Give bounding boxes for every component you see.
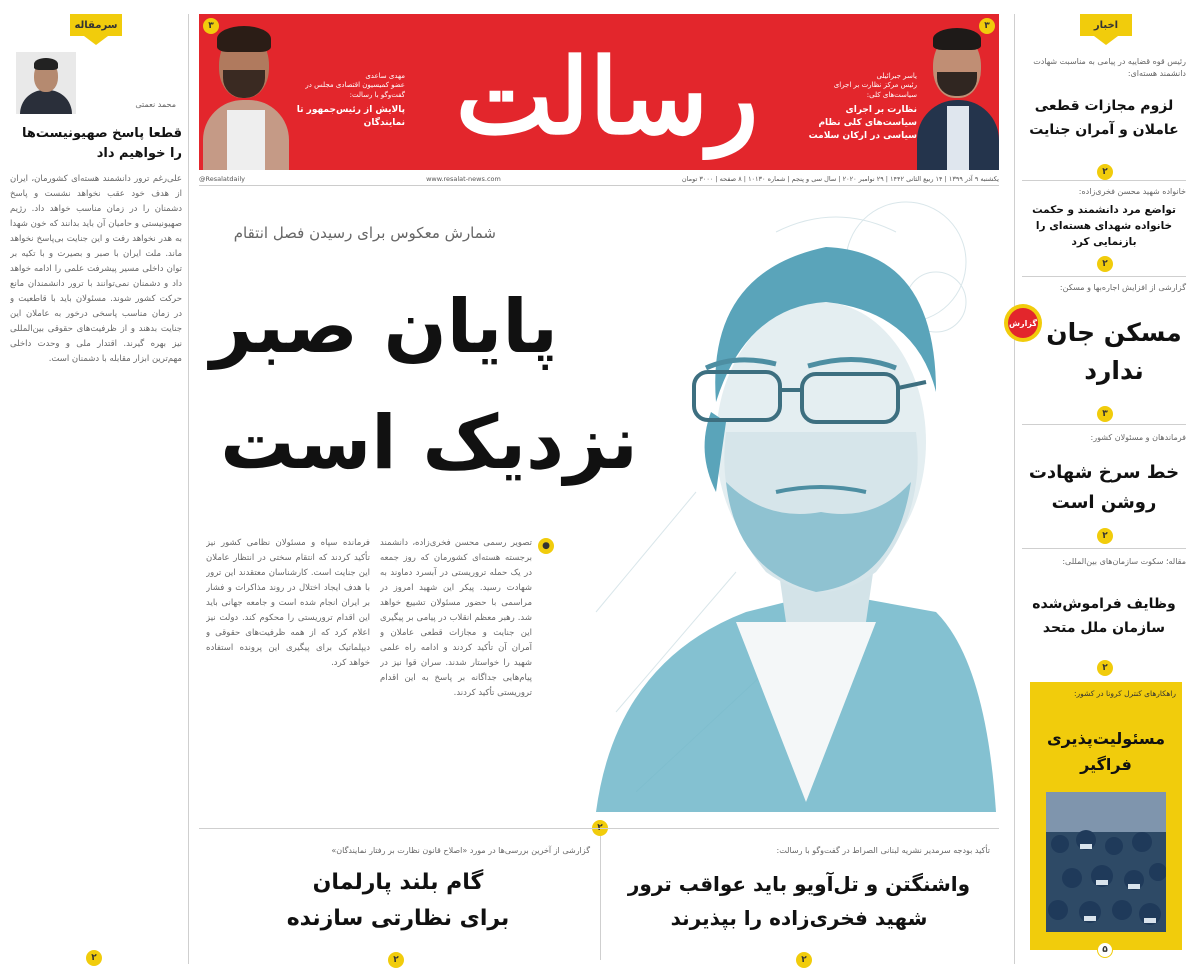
author-photo (16, 52, 76, 114)
story2-headline[interactable]: تواضع مرد دانشمند و حکمت خانواده شهدای هسته‌ای را بازنمایی کرد (1032, 204, 1176, 248)
bottom-right-kicker: تأکید بودجه سرمدیر نشریه لبنانی الصراط در گفت‌وگو با رسالت: (776, 846, 990, 855)
main-body-right: تصویر رسمی محسن فخری‌زاده، دانشمند برجسته هسته‌ای کشورمان که روز جمعه در یک حمله تروریستی در آبسرد دماوند به شهادت رسید. پیکر این شهید امروز در مراسمی با حضور مسئولان تشییع خواهد شد. رهبر معظم انقلاب در پیامی بر پیگیری این جنایت و مجازات قطعی عاملان و آمران آن تأکید کردند و ادامه راه علمی شهید را خواستار شدند. سران قوا نیز در پیام‌هایی جداگانه بر پاسخ به این اقدام تروریستی تأکید کردند. (380, 538, 532, 698)
date-strip (199, 172, 999, 186)
bottom-left-kicker: گزارشی از آخرین بررسی‌ها در مورد «اصلاح قانون نظارت بر رفتار نمایندگان» (331, 846, 590, 855)
story1-headline[interactable]: لزوم مجازات قطعی عاملان و آمران جنایت (1029, 98, 1179, 138)
bottom-left-headline-line1[interactable]: گام بلند پارلمان (312, 870, 484, 895)
story1-page-number: ۲ (1097, 164, 1113, 180)
editorial-headline[interactable]: قطعا پاسخ صهیونیست‌ها را خواهیم داد (21, 126, 182, 161)
right-promo-page-number: ۳ (979, 18, 995, 34)
story2-kicker: خانواده شهید محسن فخری‌زاده: (1078, 187, 1186, 196)
corona-box (1030, 682, 1182, 950)
story5-page-number: ۲ (1097, 660, 1113, 676)
left-promo-photo (199, 14, 291, 170)
masthead (199, 14, 999, 170)
right-promo-intro: رئیس مرکز نظارت بر اجرای سیاست‌های کلی: (833, 81, 917, 99)
story3-badge-label: گزارش (1008, 308, 1038, 338)
left-promo-intro: عضو کمیسیون اقتصادی مجلس در گفت‌وگو با رسالت: (305, 81, 405, 99)
main-headline-line2[interactable]: نزدیک است (220, 400, 638, 486)
logo-text: رسالت (455, 35, 759, 158)
story2-page-number: ۲ (1097, 256, 1113, 272)
corona-page-number: ۵ (1097, 942, 1113, 958)
left-promo-text (293, 72, 405, 130)
story3-page-number: ۳ (1097, 406, 1113, 422)
main-portrait (576, 192, 996, 818)
story3-headline[interactable]: مسکن جان ندارد (1046, 318, 1182, 385)
bottom-left-page-number: ۲ (388, 952, 404, 968)
main-body-left: فرمانده سپاه و مسئولان نظامی کشور نیز تأکید کردند که انتقام سختی در انتظار عاملان این جنایت است. کارشناسان معتقدند این ترور با هدف ایجاد اختلال در روند مذاکرات و فشار بر ایران انجام شده است و جامعه جهانی باید این اقدام تروریستی را محکوم کند. دولت نیز اعلام کرد که از همه ظرفیت‌های حقوقی و دیپلماتیک برای پیگیری این پرونده استفاده خواهد کرد. (206, 538, 370, 668)
story4-page-number: ۲ (1097, 528, 1113, 544)
bottom-right-headline-line1[interactable]: واشنگتن و تل‌آویو باید عواقب ترور (627, 872, 971, 896)
bottom-right-headline-line2[interactable]: شهید فخری‌زاده را بپذیرند (670, 906, 928, 930)
right-promo-kicker: یاسر جبرائیلی (876, 72, 917, 80)
corona-kicker: راهکارهای کنترل کرونا در کشور: (1074, 689, 1176, 698)
bottom-right-page-number: ۲ (796, 952, 812, 968)
right-promo-photo (915, 14, 999, 170)
left-promo-kicker: مهدی ساعدی (365, 72, 405, 80)
editorial-page-number: ۲ (86, 950, 102, 966)
story3-report-badge (1004, 304, 1042, 342)
left-promo-page-number: ۳ (203, 18, 219, 34)
corona-headline[interactable]: مسئولیت‌پذیری فراگیر (1046, 729, 1166, 774)
news-tab: اخبار (1080, 14, 1132, 36)
left-promo-headline: پالایش از رئیس‌جمهور تا نمایندگان (296, 105, 405, 128)
newspaper-logo (427, 32, 787, 162)
story4-kicker: فرماندهان و مسئولان کشور: (1090, 433, 1186, 442)
story1-kicker: رئیس قوه قضاییه در پیامی به مناسبت شهادت دانشمند هسته‌ای: (1033, 57, 1186, 78)
main-subtitle: شمارش معکوس برای رسیدن فصل انتقام (233, 224, 496, 242)
social-handle[interactable]: @Resalatdaily (199, 174, 245, 183)
date-line: یکشنبه ۹ آذر ۱۳۹۹ | ۱۴ ربیع الثانی ۱۴۴۲ | ۲۹ نوامبر ۲۰۲۰ | سال سی و پنجم | شماره ۱۰۱۳۰ | ۸ صفحه | ۳۰۰۰ تومان (681, 174, 999, 183)
right-promo-headline: نظارت بر اجرای سیاست‌های کلی نظام سیاسی در ارکان سلامت (808, 105, 917, 141)
main-headline-line1[interactable]: پایان صبر (210, 284, 558, 370)
editorial-tab: سرمقاله (70, 14, 122, 36)
story4-headline[interactable]: خط سرخ شهادت روشن است (1028, 462, 1180, 513)
story3-kicker: گزارشی از افزایش اجاره‌بها و مسکن: (1059, 283, 1186, 292)
crowd-illustration (1046, 792, 1166, 932)
portrait-illustration (576, 192, 996, 818)
bottom-left-headline-line2[interactable]: برای نظارتی سازنده (286, 906, 510, 931)
website[interactable]: www.resalat-news.com (426, 174, 501, 183)
story5-headline[interactable]: وظایف فراموش‌شده سازمان ملل متحد (1032, 596, 1176, 636)
right-promo-text (807, 72, 917, 143)
story5-kicker: مقاله؛ سکوت سازمان‌های بین‌المللی: (1062, 557, 1186, 566)
corona-photo (1046, 792, 1166, 932)
editorial-body: علی‌رغم ترور دانشمند هسته‌ای کشورمان، ایران از هدف خود عقب نخواهد نشست و پاسخ دشمنان را در زمان مناسب خواهد داد. رژیم صهیونیستی و حامیان آن باید بدانند که خون شهدا به هدر نخواهد رفت و این جنایت بی‌پاسخ نخواهد ماند. ملت ایران با صبر و بصیرت و با تکیه بر توان داخلی مسیر پیشرفت علمی را ادامه خواهد داد و دشمنان نمی‌توانند با ترور دانشمندان مانع حرکت کشور شوند. مسئولان باید با قاطعیت و در زمان مناسب پاسخی درخور به عاملان این جنایت بدهند و از ظرفیت‌های حقوقی بین‌المللی نیز بهره گیرند. اقتدار ملی و وحدت داخلی مهم‌ترین ابزار مقابله با دشمنان است. (10, 174, 182, 364)
main-bullet-icon: ● (538, 538, 554, 554)
author-kicker: محمد نعمتی (135, 100, 176, 109)
